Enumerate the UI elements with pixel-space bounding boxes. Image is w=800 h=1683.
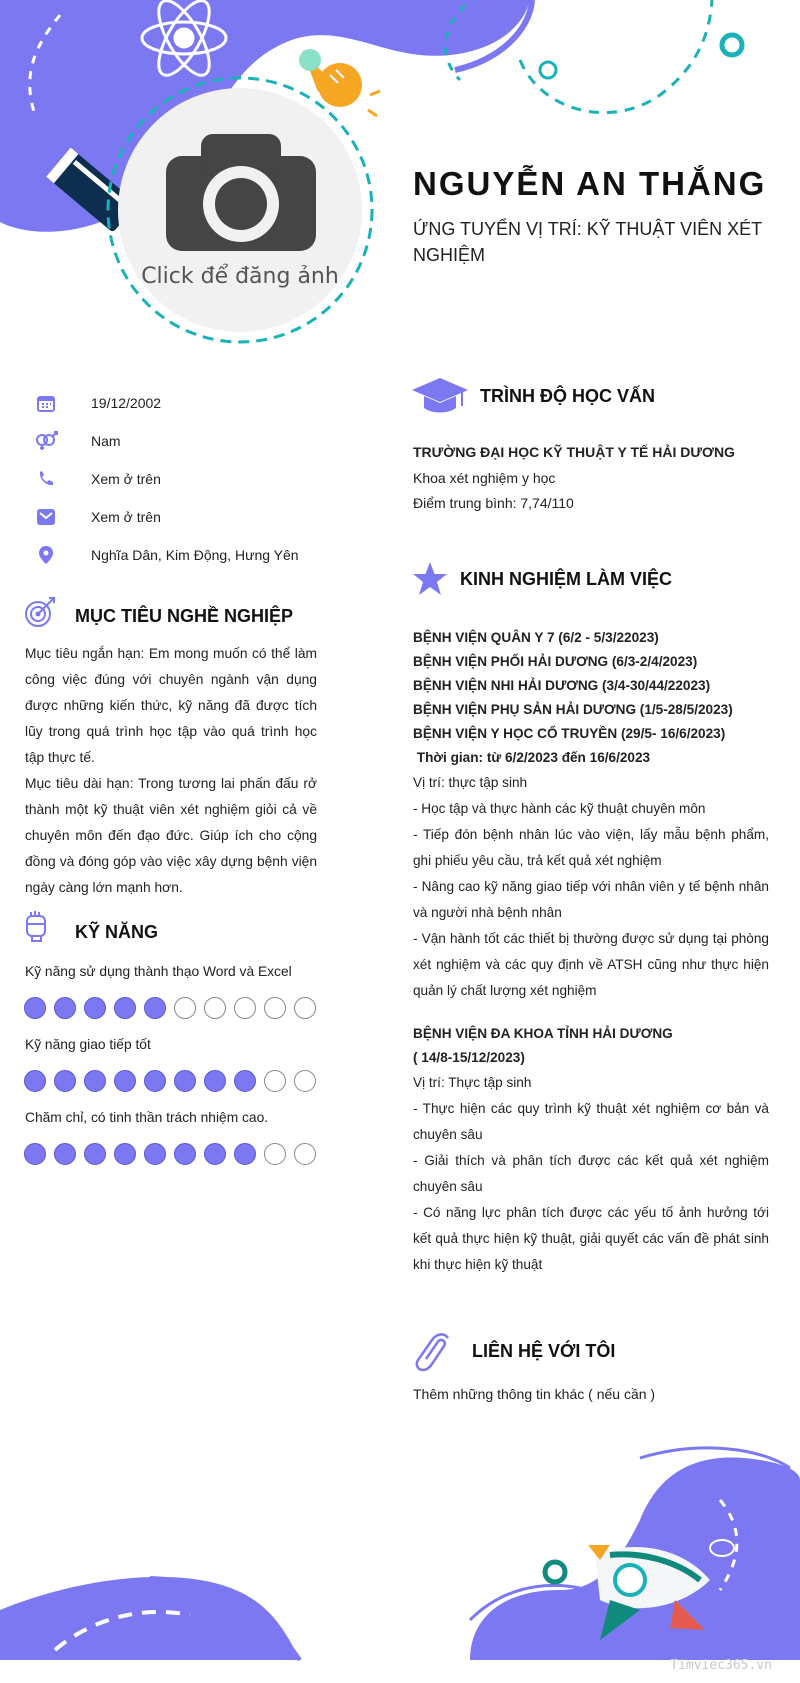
experience-line: Vị trí: thực tập sinh <box>413 775 528 790</box>
rating-dot-filled <box>234 1070 256 1092</box>
rating-dot-filled <box>114 1143 136 1165</box>
rating-dot-empty <box>264 1143 286 1165</box>
star-icon <box>412 562 448 596</box>
rating-dot-empty <box>204 997 226 1019</box>
objective-title: MỤC TIÊU NGHỀ NGHIỆP <box>75 606 294 626</box>
rating-dot-filled <box>234 1143 256 1165</box>
skill-rating <box>24 1070 316 1092</box>
rating-dot-filled <box>24 1143 46 1165</box>
rating-dot-empty <box>234 997 256 1019</box>
rating-dot-filled <box>114 997 136 1019</box>
rating-dot-filled <box>84 1143 106 1165</box>
mail-icon <box>26 509 66 525</box>
rating-dot-empty <box>294 997 316 1019</box>
fist-icon <box>24 910 48 942</box>
experience-line: - Nâng cao kỹ năng giao tiếp với nhân viên y tế bệnh nhân và người nhà bệnh nhân <box>413 879 769 920</box>
graduation-cap-icon <box>412 378 468 414</box>
rating-dot-filled <box>54 1143 76 1165</box>
rating-dot-filled <box>174 1143 196 1165</box>
experience-place: BỆNH VIỆN PHỤ SẢN HẢI DƯƠNG (1/5-28/5/2023) <box>413 702 733 717</box>
contact-me-title: LIÊN HỆ VỚI TÔI <box>472 1341 616 1361</box>
watermark: Timviec365.vn <box>670 1658 772 1673</box>
experience-line: - Học tập và thực hành các kỹ thuật chuyên môn <box>413 801 706 816</box>
rating-dot-filled <box>24 1070 46 1092</box>
rating-dot-filled <box>54 997 76 1019</box>
gender-icon <box>26 431 66 451</box>
experience-line: - Giải thích và phân tích được các kết quả xét nghiệm chuyên sâu <box>413 1153 769 1194</box>
rating-dot-empty <box>264 1070 286 1092</box>
applied-position: ỨNG TUYỂN VỊ TRÍ: KỸ THUẬT VIÊN XÉT NGHIỆM <box>413 219 762 265</box>
education-faculty: Khoa xét nghiệm y học <box>413 469 556 486</box>
education-gpa: Điểm trung bình: 7,74/110 <box>413 495 574 511</box>
experience-line: Vị trí: Thực tập sinh <box>413 1075 532 1090</box>
paperclip-icon <box>412 1332 456 1372</box>
camera-icon <box>166 126 316 256</box>
contact-phone: Xem ở trên <box>26 460 326 498</box>
rating-dot-filled <box>84 1070 106 1092</box>
skill-rating <box>24 997 316 1019</box>
rating-dot-filled <box>54 1070 76 1092</box>
experience-line: - Có năng lực phân tích được các yếu tố ảnh hưởng tới kết quả thực hiện kỹ thuật, giải quyết các vấn đề phát sinh khi thực hiện kỹ thuật <box>413 1205 769 1272</box>
target-icon <box>24 594 58 628</box>
avatar-upload[interactable] <box>118 88 362 332</box>
rating-dot-filled <box>84 997 106 1019</box>
education-school: TRƯỜNG ĐẠI HỌC KỸ THUẬT Y TẾ HẢI DƯƠNG <box>413 444 735 460</box>
experience-title: KINH NGHIỆM LÀM VIỆC <box>460 569 673 589</box>
rating-dot-filled <box>144 1143 166 1165</box>
contact-me-text: Thêm những thông tin khác ( nếu cần ) <box>413 1386 656 1402</box>
rating-dot-filled <box>204 1143 226 1165</box>
rating-dot-filled <box>114 1070 136 1092</box>
rating-dot-filled <box>144 997 166 1019</box>
objective-short-term: Mục tiêu ngắn hạn: Em mong muốn có thể làm công việc đúng với chuyên ngành vận dụng được những kiến thức, kỹ năng đã được tích lũy trong quá trình học tập vào quá trình học tập thực tế. <box>25 646 317 765</box>
candidate-name: NGUYỄN AN THẮNG <box>413 165 767 202</box>
skill-label: Kỹ năng sử dụng thành thạo Word và Excel <box>25 964 292 979</box>
experience-period: ( 14/8-15/12/2023) <box>413 1050 525 1065</box>
phone-icon <box>26 470 66 488</box>
contact-gender: Nam <box>26 422 326 460</box>
contact-list <box>26 384 326 574</box>
rating-dot-empty <box>294 1143 316 1165</box>
experience-place: BỆNH VIỆN ĐA KHOA TỈNH HẢI DƯƠNG <box>413 1026 673 1041</box>
experience-place: BỆNH VIỆN NHI HẢI DƯƠNG (3/4-30/44/22023) <box>413 678 711 693</box>
experience-details <box>413 626 769 1278</box>
education-title: TRÌNH ĐỘ HỌC VẤN <box>480 386 655 406</box>
contact-email: Xem ở trên <box>26 498 326 536</box>
experience-line: - Thực hiện các quy trình kỹ thuật xét nghiệm cơ bản và chuyên sâu <box>413 1101 769 1142</box>
education-details <box>413 440 773 517</box>
experience-place: BỆNH VIỆN Y HỌC CỔ TRUYỀN (29/5- 16/6/2023) <box>413 726 726 741</box>
experience-line: - Vận hành tốt các thiết bị thường được sử dụng tại phòng xét nghiệm và các quy định về ATSH cũng như thực hiện quản lý chất lượng xét nghiệm <box>413 931 769 998</box>
photo-upload-label: Click để đăng ảnh <box>141 264 339 289</box>
rating-dot-filled <box>174 1070 196 1092</box>
rating-dot-filled <box>204 1070 226 1092</box>
skill-label: Chăm chỉ, có tinh thần trách nhiệm cao. <box>25 1110 269 1125</box>
experience-period: Thời gian: từ 6/2/2023 đến 16/6/2023 <box>413 750 651 765</box>
experience-place: BỆNH VIỆN PHỔI HẢI DƯƠNG (6/3-2/4/2023) <box>413 654 698 669</box>
rating-dot-empty <box>264 997 286 1019</box>
skill-label: Kỹ năng giao tiếp tốt <box>25 1037 151 1052</box>
experience-line: - Tiếp đón bệnh nhân lúc vào viện, lấy mẫu bệnh phẩm, ghi phiếu yêu cầu, trả kết quả xét nghiệm <box>413 827 769 868</box>
rating-dot-filled <box>24 997 46 1019</box>
skill-rating <box>24 1143 316 1165</box>
contact-address: Nghĩa Dân, Kim Động, Hưng Yên <box>26 536 326 574</box>
objective-long-term: Mục tiêu dài hạn: Trong tương lai phấn đấu rở thành một kỹ thuật viên xét nghiệm giỏi cả về chuyên môn đến đạo đức. Giúp ích cho cộng đồng và đóng góp vào việc xây dựng bệnh viện ngày càng lớn mạnh hơn. <box>25 776 317 895</box>
location-pin-icon <box>26 546 66 564</box>
contact-birthday: 19/12/2002 <box>26 384 326 422</box>
lightbulb-icon <box>299 49 380 116</box>
rating-dot-empty <box>174 997 196 1019</box>
experience-place: BỆNH VIỆN QUÂN Y 7 (6/2 - 5/3/22023) <box>413 630 659 645</box>
rating-dot-empty <box>294 1070 316 1092</box>
calendar-icon <box>26 394 66 412</box>
rating-dot-filled <box>144 1070 166 1092</box>
skills-title: KỸ NĂNG <box>75 922 159 942</box>
